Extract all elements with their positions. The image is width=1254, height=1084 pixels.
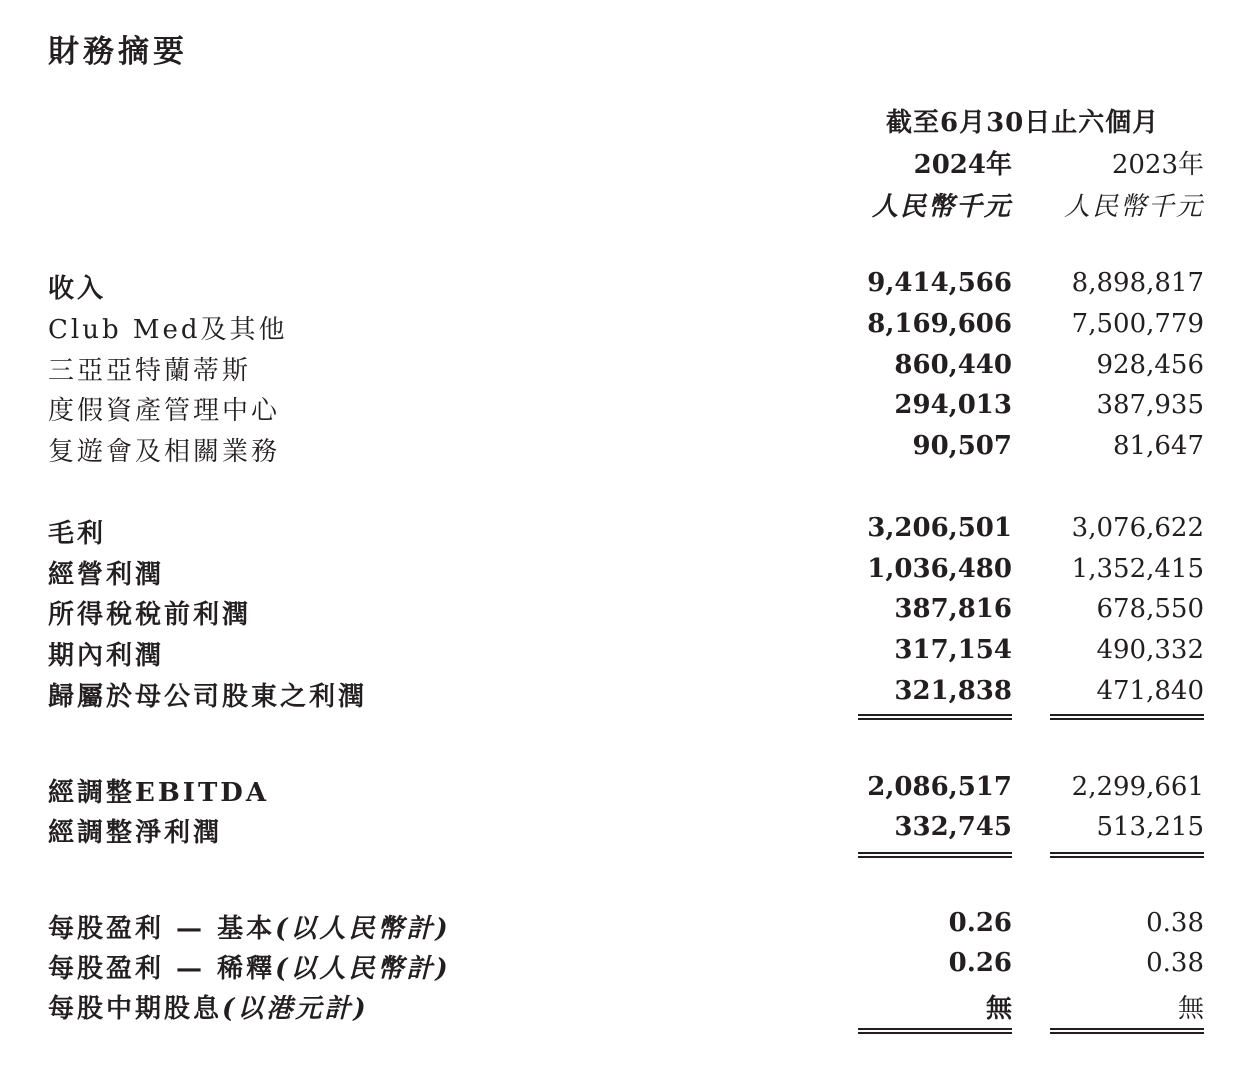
value-2024: 860,440	[894, 350, 1012, 380]
value-2024: 0.26	[948, 908, 1012, 938]
value-2023: 2,299,661	[1071, 772, 1204, 802]
label-main: 每股盈利 — 基本	[48, 914, 276, 944]
row-label: Club Med及其他	[48, 315, 288, 345]
value-2024: 317,154	[894, 635, 1012, 665]
value-2024: 294,013	[894, 390, 1012, 420]
value-2023: 7,500,779	[1071, 309, 1204, 339]
row-label: 期內利潤	[48, 641, 165, 671]
row-operating-profit	[0, 554, 1254, 594]
row-adjusted-net-profit	[0, 812, 1254, 852]
label-main: 每股盈利 — 稀釋	[48, 954, 276, 984]
year-2024-header: 2024年	[913, 150, 1012, 180]
label-note: (以港元計)	[222, 994, 369, 1024]
value-2024: 1,036,480	[867, 554, 1012, 584]
value-2024: 332,745	[894, 812, 1012, 842]
row-interim-dividend	[0, 988, 1254, 1028]
row-label: 經調整淨利潤	[48, 818, 223, 848]
row-label: 經調整EBITDA	[48, 778, 270, 808]
double-rule	[858, 714, 1012, 720]
row-adjusted-ebitda	[0, 772, 1254, 812]
period-header: 截至6月30日止六個月	[886, 108, 1160, 138]
double-rule	[858, 1028, 1012, 1034]
value-2024: 387,816	[894, 594, 1012, 624]
row-gross-profit	[0, 513, 1254, 553]
value-2023: 3,076,622	[1071, 513, 1204, 543]
row-label	[48, 908, 451, 945]
unit-2023-header: 人民幣千元	[1063, 192, 1204, 222]
value-2024: 0.26	[948, 948, 1012, 978]
value-2023: 81,647	[1113, 431, 1204, 461]
double-rule	[1050, 1028, 1204, 1034]
double-rule	[1050, 714, 1204, 720]
value-2024: 90,507	[912, 431, 1012, 461]
row-label: 度假資產管理中心	[48, 396, 281, 426]
value-2024: 8,169,606	[867, 309, 1012, 339]
row-club-med	[0, 309, 1254, 349]
row-label: 所得稅稅前利潤	[48, 600, 252, 630]
value-2023: 無	[1177, 994, 1204, 1024]
value-2023: 0.38	[1146, 948, 1204, 978]
value-2023: 678,550	[1096, 594, 1204, 624]
unit-2024-header: 人民幣千元	[871, 192, 1012, 222]
row-label	[48, 948, 451, 985]
value-2023: 471,840	[1096, 676, 1204, 706]
row-eps-diluted	[0, 948, 1254, 988]
value-2023: 490,332	[1096, 635, 1204, 665]
value-2023: 0.38	[1146, 908, 1204, 938]
row-label: 三亞亞特蘭蒂斯	[48, 356, 252, 386]
row-label	[48, 988, 369, 1025]
row-attributable-profit	[0, 676, 1254, 716]
value-2023: 928,456	[1096, 350, 1204, 380]
label-note: (以人民幣計)	[275, 954, 451, 984]
value-2024: 無	[985, 994, 1012, 1024]
value-2023: 1,352,415	[1071, 554, 1204, 584]
value-2024: 3,206,501	[867, 513, 1012, 543]
page-title: 財務摘要	[48, 34, 188, 70]
row-label: 經營利潤	[48, 560, 165, 590]
value-2024: 9,414,566	[867, 268, 1012, 298]
double-rule	[858, 852, 1012, 858]
row-label: 复遊會及相關業務	[48, 437, 281, 467]
row-revenue	[0, 268, 1254, 308]
row-label: 收入	[48, 274, 107, 304]
value-2023: 387,935	[1096, 390, 1204, 420]
value-2023: 513,215	[1096, 812, 1204, 842]
label-note: (以人民幣計)	[275, 914, 451, 944]
row-pretax-profit	[0, 594, 1254, 634]
year-2023-header: 2023年	[1111, 150, 1204, 180]
row-label: 毛利	[48, 519, 107, 549]
label-main: 每股中期股息	[48, 994, 223, 1024]
value-2024: 2,086,517	[867, 772, 1012, 802]
row-period-profit	[0, 635, 1254, 675]
value-2023: 8,898,817	[1071, 268, 1204, 298]
row-vacation-asset	[0, 390, 1254, 430]
row-eps-basic	[0, 908, 1254, 948]
row-label: 歸屬於母公司股東之利潤	[48, 682, 368, 712]
value-2024: 321,838	[894, 676, 1012, 706]
double-rule	[1050, 852, 1204, 858]
row-foliday	[0, 431, 1254, 471]
row-atlantis	[0, 350, 1254, 390]
